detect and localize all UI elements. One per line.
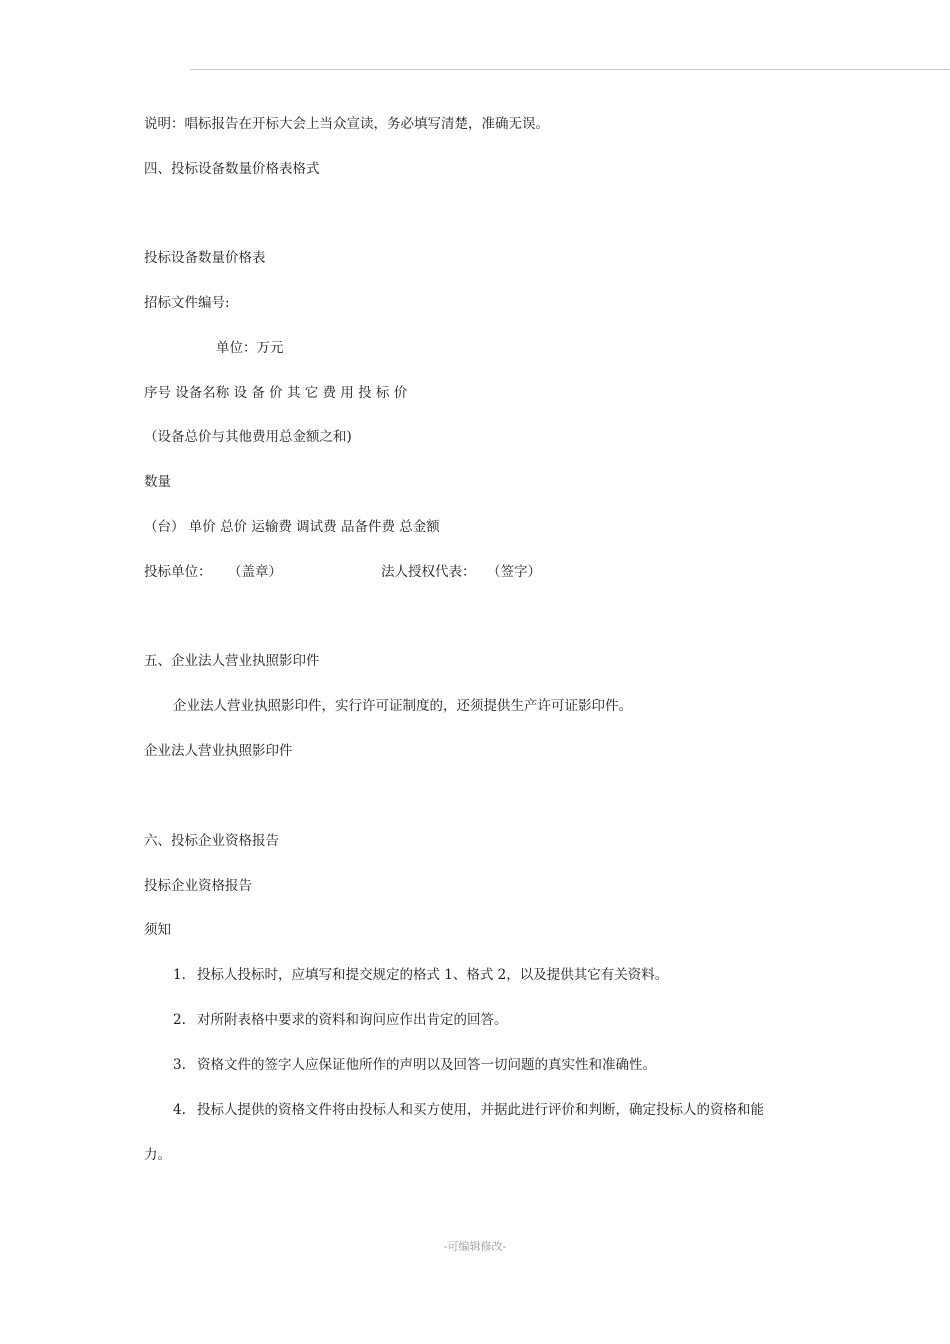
table-title: 投标设备数量价格表	[144, 250, 266, 266]
section6-title: 投标企业资格报告	[144, 878, 252, 894]
tender-file-number: 招标文件编号:	[144, 295, 230, 311]
legal-rep-label: 法人授权代表：	[381, 564, 476, 580]
unit-label: 单位：万元	[216, 340, 284, 356]
header-rule	[190, 69, 950, 70]
notice-item-4-continued: 力。	[144, 1147, 171, 1163]
notice-item-3-text: 资格文件的签字人应保证他所作的声明以及回答一切问题的真实性和准确性。	[197, 1057, 656, 1073]
notice-item-2-number: 2.	[173, 1012, 186, 1028]
section5-body: 企业法人营业执照影印件，实行许可证制度的，还须提供生产许可证影印件。	[173, 698, 632, 714]
notice-item-1-text: 投标人投标时，应填写和提交规定的格式 1、格式 2，以及提供其它有关资料。	[197, 967, 669, 983]
notice-item-2-text: 对所附表格中要求的资料和询问应作出肯定的回答。	[197, 1012, 508, 1028]
table-header-row-3: 数量	[144, 474, 171, 490]
notice-item-4-text: 投标人提供的资格文件将由投标人和买方使用，并据此进行评价和判断，确定投标人的资格和能	[197, 1102, 764, 1118]
section5-heading: 五、企业法人营业执照影印件	[144, 653, 320, 669]
note-text: 说明：唱标报告在开标大会上当众宣读，务必填写清楚，准确无误。	[144, 116, 549, 132]
legal-sign-label: （签字）	[487, 564, 541, 580]
page-footer: -可编辑修改-	[443, 1240, 507, 1253]
table-header-row-4: （台） 单价 总价 运输费 调试费 品备件费 总金额	[144, 519, 440, 535]
section6-heading: 六、投标企业资格报告	[144, 833, 279, 849]
section5-caption: 企业法人营业执照影印件	[144, 743, 293, 759]
notice-item-1-number: 1.	[173, 967, 186, 983]
section4-heading: 四、投标设备数量价格表格式	[144, 161, 320, 177]
table-header-row-2: （设备总价与其他费用总金额之和)	[144, 429, 352, 445]
notice-item-4-number: 4.	[173, 1102, 186, 1118]
notice-heading: 须知	[144, 922, 171, 938]
bidder-seal-label: （盖章）	[228, 564, 282, 580]
table-header-row-1: 序号 设备名称 设 备 价 其 它 费 用 投 标 价	[144, 385, 408, 401]
bidder-unit-label: 投标单位：	[144, 564, 212, 580]
notice-item-3-number: 3.	[173, 1057, 186, 1073]
